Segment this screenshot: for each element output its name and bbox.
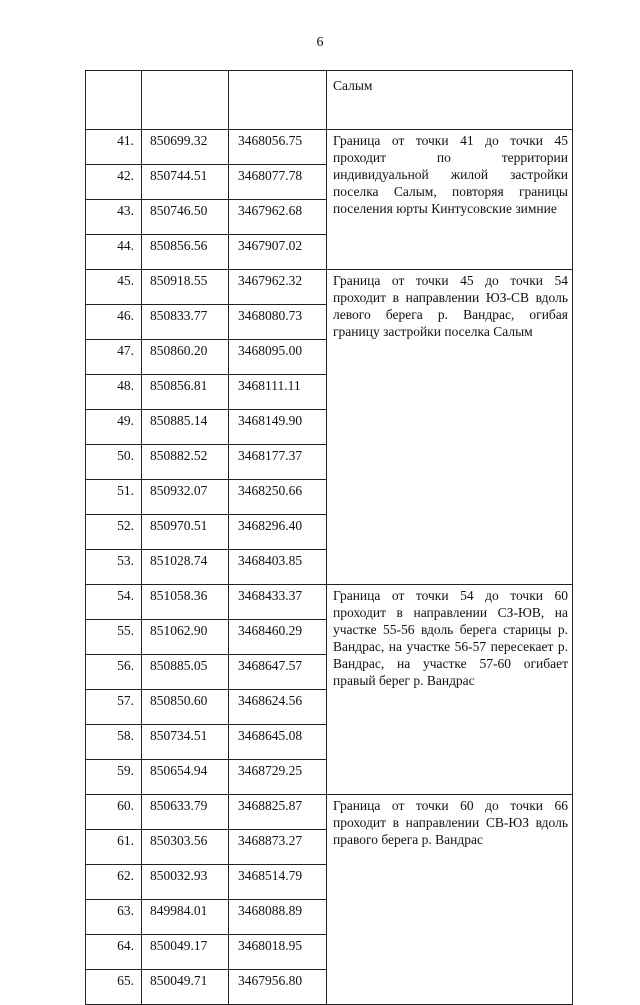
boundary-points-table [85,70,573,1005]
y-coordinate-cell: 3468080.73 [229,305,327,340]
x-coordinate-cell: 851058.36 [142,585,229,620]
point-number-cell: 62. [86,865,142,900]
x-coordinate-cell: 850882.52 [142,445,229,480]
y-coordinate-cell: 3467956.80 [229,970,327,1005]
x-coordinate-cell: 850856.81 [142,375,229,410]
point-number-cell: 48. [86,375,142,410]
x-coordinate-cell: 849984.01 [142,900,229,935]
y-coordinate-cell: 3468177.37 [229,445,327,480]
x-coordinate-cell: 851028.74 [142,550,229,585]
point-number-cell: 64. [86,935,142,970]
y-coordinate-cell: 3468149.90 [229,410,327,445]
point-number-cell: 56. [86,655,142,690]
point-number-cell: 57. [86,690,142,725]
y-coordinate-cell: 3467907.02 [229,235,327,270]
point-number-cell: 45. [86,270,142,305]
y-coordinate-cell: 3468514.79 [229,865,327,900]
y-coordinate-cell: 3468624.56 [229,690,327,725]
x-coordinate-cell: 850856.56 [142,235,229,270]
y-coordinate-cell [229,71,327,130]
point-number-cell: 61. [86,830,142,865]
x-coordinate-cell: 850744.51 [142,165,229,200]
boundary-description-cell: Граница от точки 54 до точки 60 проходит в направлении СЗ-ЮВ, на участке 55-56 вдоль берега старицы р. Вандрас, на участке 56-57 пересекает р. Вандрас, на участке 57-60 огибает правый берег р. Вандрас [327,585,573,795]
y-coordinate-cell: 3468460.29 [229,620,327,655]
x-coordinate-cell: 850734.51 [142,725,229,760]
x-coordinate-cell: 850303.56 [142,830,229,865]
point-number-cell: 63. [86,900,142,935]
y-coordinate-cell: 3468111.11 [229,375,327,410]
x-coordinate-cell: 850833.77 [142,305,229,340]
point-number-cell: 47. [86,340,142,375]
point-number-cell: 49. [86,410,142,445]
point-number-cell: 54. [86,585,142,620]
y-coordinate-cell: 3468250.66 [229,480,327,515]
y-coordinate-cell: 3468296.40 [229,515,327,550]
y-coordinate-cell: 3467962.32 [229,270,327,305]
y-coordinate-cell: 3468088.89 [229,900,327,935]
point-number-cell: 58. [86,725,142,760]
y-coordinate-cell: 3468018.95 [229,935,327,970]
point-number-cell: 44. [86,235,142,270]
point-number-cell: 50. [86,445,142,480]
point-number-cell: 60. [86,795,142,830]
x-coordinate-cell: 850885.14 [142,410,229,445]
y-coordinate-cell: 3468645.08 [229,725,327,760]
table-row [86,795,573,830]
point-number-cell: 51. [86,480,142,515]
x-coordinate-cell: 850654.94 [142,760,229,795]
x-coordinate-cell: 850860.20 [142,340,229,375]
x-coordinate-cell: 850633.79 [142,795,229,830]
boundary-description-cell: Граница от точки 41 до точки 45 проходит по территории индивидуальной жилой застройки поселка Салым, повторяя границы поселения юрты Кинтусовские зимние [327,130,573,270]
table-row [86,270,573,305]
point-number-cell: 41. [86,130,142,165]
x-coordinate-cell: 850699.32 [142,130,229,165]
point-number-cell: 55. [86,620,142,655]
point-number-cell: 52. [86,515,142,550]
y-coordinate-cell: 3468095.00 [229,340,327,375]
y-coordinate-cell: 3468056.75 [229,130,327,165]
table-row [86,585,573,620]
point-number-cell: 65. [86,970,142,1005]
table-row [86,130,573,165]
point-number-cell [86,71,142,130]
x-coordinate-cell: 850850.60 [142,690,229,725]
y-coordinate-cell: 3468729.25 [229,760,327,795]
point-number-cell: 43. [86,200,142,235]
y-coordinate-cell: 3468873.27 [229,830,327,865]
x-coordinate-cell: 850918.55 [142,270,229,305]
y-coordinate-cell: 3468647.57 [229,655,327,690]
point-number-cell: 59. [86,760,142,795]
y-coordinate-cell: 3468403.85 [229,550,327,585]
x-coordinate-cell: 850885.05 [142,655,229,690]
description-cell: Салым [327,71,573,130]
point-number-cell: 46. [86,305,142,340]
x-coordinate-cell: 850932.07 [142,480,229,515]
y-coordinate-cell: 3467962.68 [229,200,327,235]
x-coordinate-cell: 850746.50 [142,200,229,235]
x-coordinate-cell [142,71,229,130]
y-coordinate-cell: 3468433.37 [229,585,327,620]
point-number-cell: 53. [86,550,142,585]
x-coordinate-cell: 850970.51 [142,515,229,550]
x-coordinate-cell: 850049.71 [142,970,229,1005]
x-coordinate-cell: 851062.90 [142,620,229,655]
y-coordinate-cell: 3468825.87 [229,795,327,830]
point-number-cell: 42. [86,165,142,200]
boundary-description-cell: Граница от точки 45 до точки 54 проходит в направлении ЮЗ-СВ вдоль левого берега р. Вандрас, огибая границу застройки поселка Салым [327,270,573,585]
page-number: 6 [316,35,324,50]
y-coordinate-cell: 3468077.78 [229,165,327,200]
x-coordinate-cell: 850032.93 [142,865,229,900]
table-row-continuation [86,71,573,130]
boundary-description-cell: Граница от точки 60 до точки 66 проходит в направлении СВ-ЮЗ вдоль правого берега р. Вандрас [327,795,573,1005]
x-coordinate-cell: 850049.17 [142,935,229,970]
